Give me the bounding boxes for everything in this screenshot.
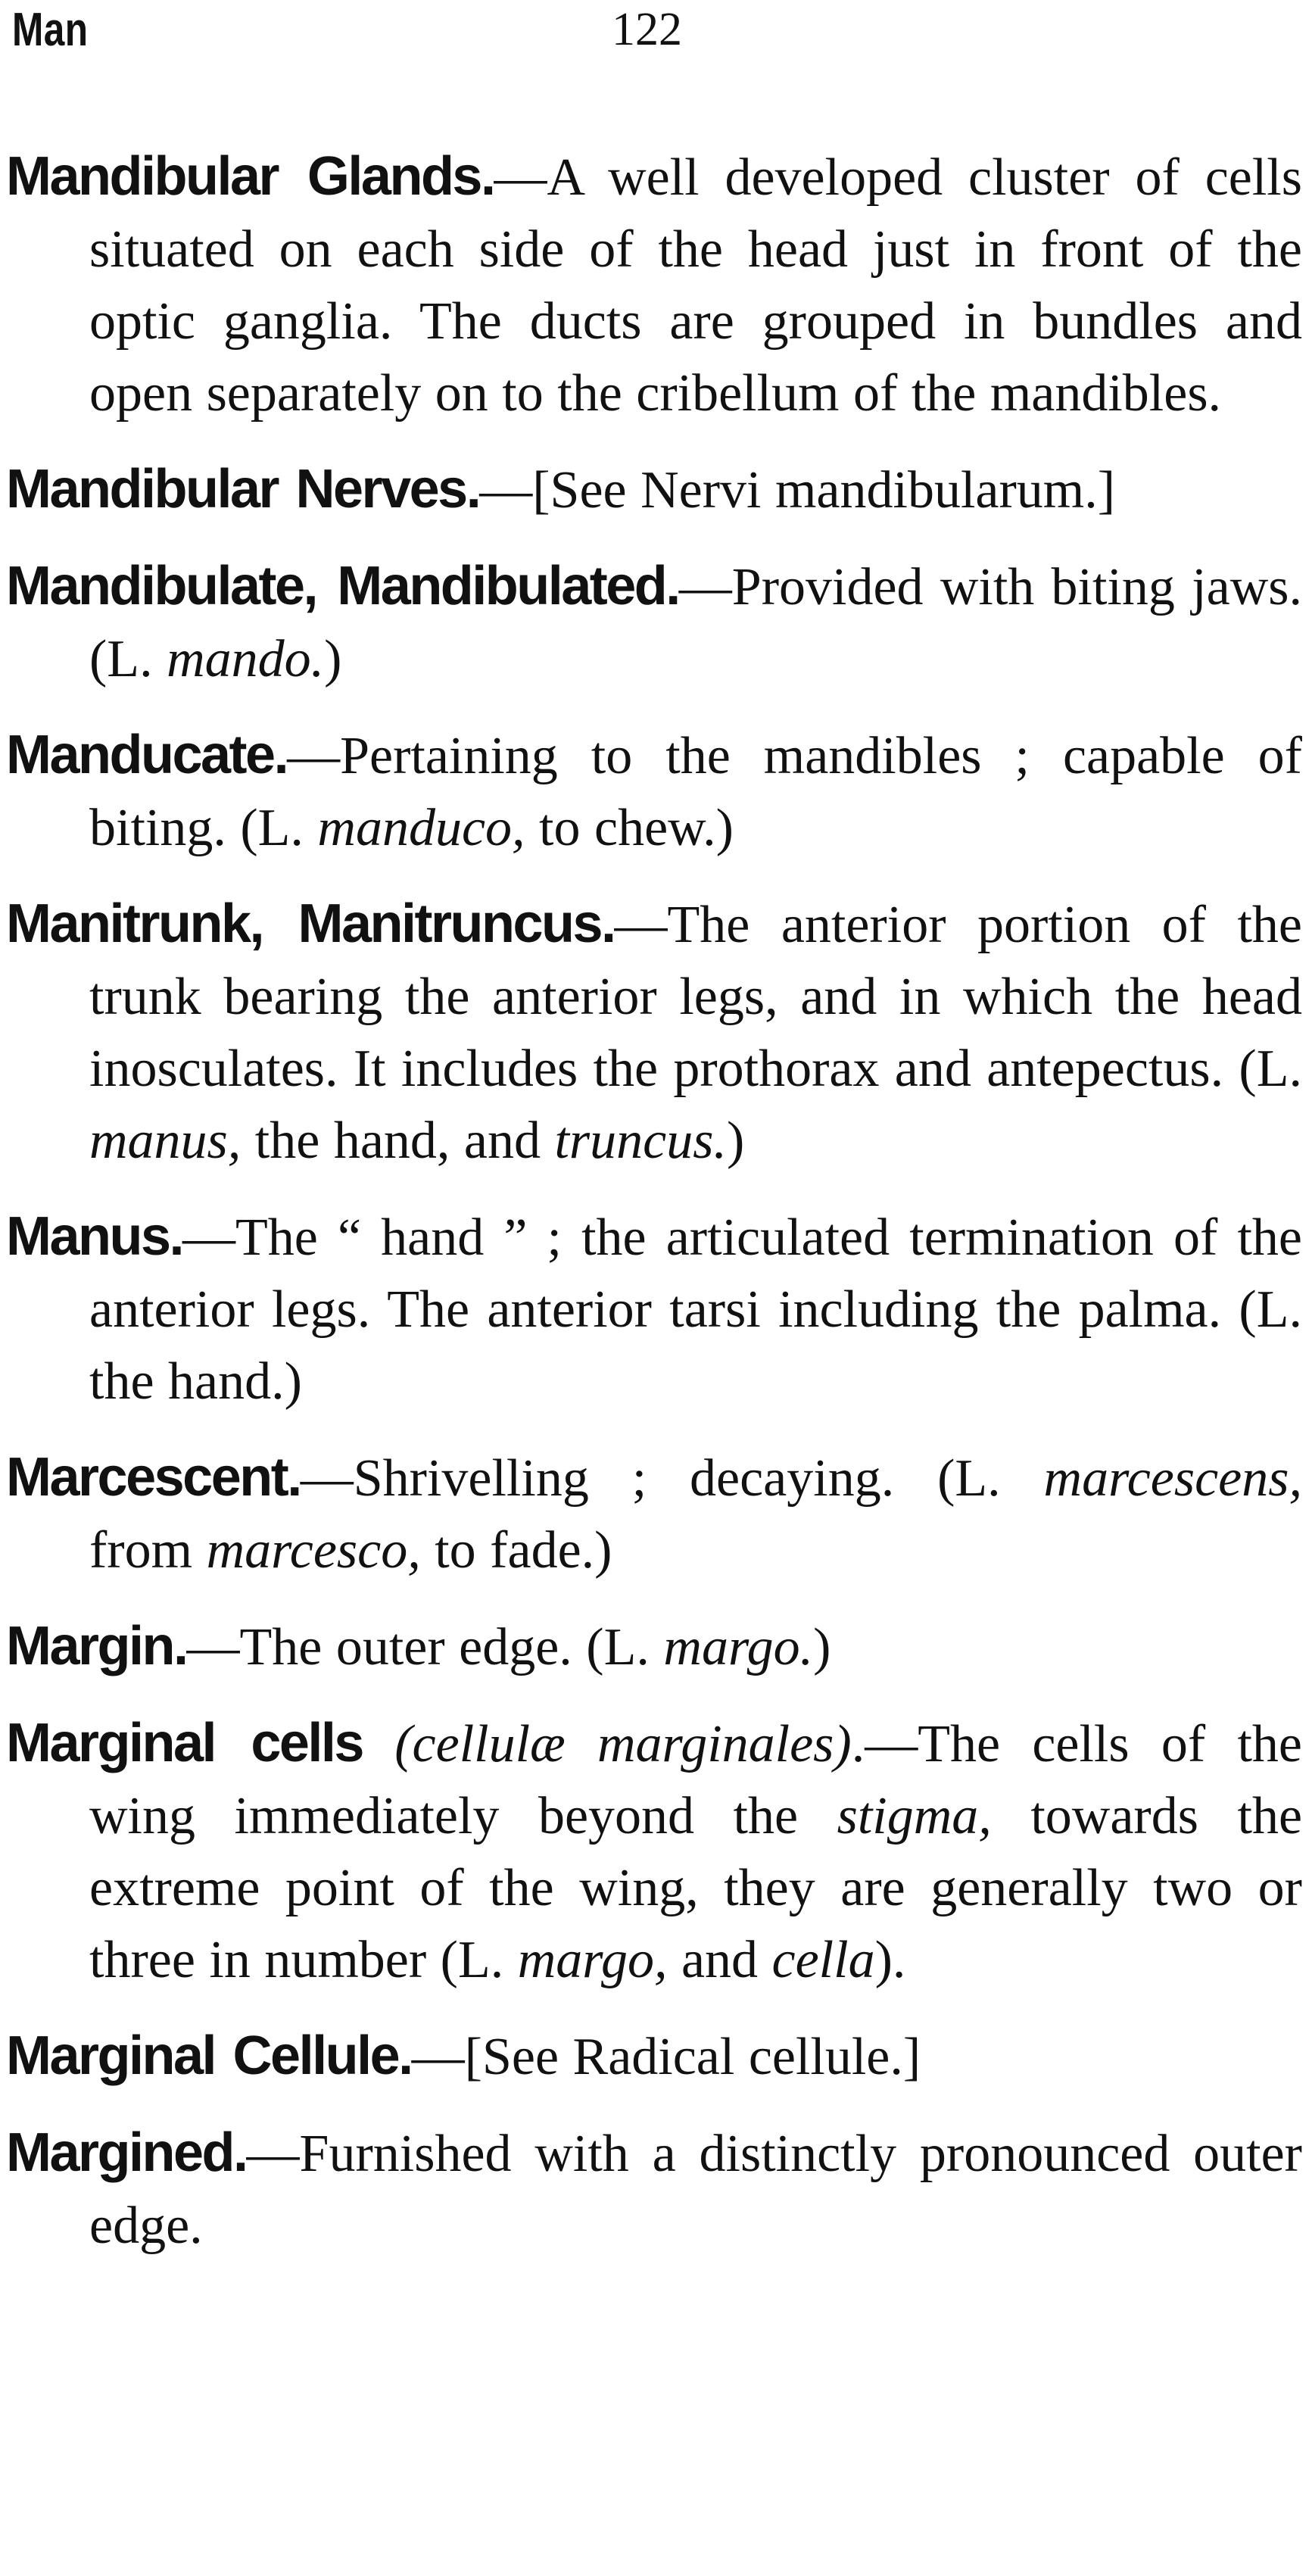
definition: ) <box>324 630 342 688</box>
headword: Manducate. <box>6 725 288 785</box>
entry-manus <box>6 1201 1302 1417</box>
definition: —The “ hand ” ; the articulated termination of the anterior legs. The anterior tarsi including the palma. (L. the hand.) <box>89 1208 1302 1411</box>
etymology-term: stigma, <box>837 1787 992 1845</box>
headword: Mandibulate, Mandibulated. <box>6 556 679 616</box>
etymology-term: manus, <box>89 1112 242 1170</box>
headword: Manitrunk, Manitruncus. <box>6 893 615 954</box>
entry-list <box>6 141 1302 2286</box>
definition: ) <box>813 1618 831 1676</box>
entry-manducate <box>6 719 1302 864</box>
definition: —Shrivelling ; decaying. (L. <box>300 1449 1044 1508</box>
headword: Margin. <box>6 1616 187 1676</box>
definition: —A well developed cluster of cells situated on each side of the head just in front of the optic ganglia. The ducts are grouped in bundles and open separately on to the cribellum of the mandibles. <box>89 148 1303 423</box>
etymology-term: marcesco, <box>206 1521 421 1580</box>
definition <box>363 1715 394 1773</box>
definition: towards the extreme point of the wing, they are generally two or three in number (L. <box>89 1787 1303 1989</box>
definition: the hand, and <box>241 1112 555 1170</box>
headword: Marginal Cellule. <box>6 2026 412 2086</box>
entry-mandibular-nerves <box>6 454 1302 526</box>
definition: —[See Nervi mandibularum.] <box>479 461 1116 519</box>
definition: to chew.) <box>525 799 734 857</box>
definition: and <box>667 1931 772 1989</box>
entry-marcescent <box>6 1442 1302 1586</box>
definition: .—The cells of the wing immediately beyond the <box>89 1715 1302 1845</box>
definition: —[See Radical cellule.] <box>411 2028 921 2086</box>
definition: —Furnished with a distinctly pronounced outer edge. <box>89 2125 1302 2255</box>
latin-name: (cellulæ marginales) <box>394 1715 852 1773</box>
entry-margin <box>6 1611 1302 1683</box>
definition: —Pertaining to the mandibles ; capable of biting. (L. <box>89 727 1302 857</box>
headword: Manus. <box>6 1206 183 1267</box>
etymology-term: truncus. <box>554 1112 727 1170</box>
running-head: Man <box>12 4 89 56</box>
etymology-term: mando. <box>167 630 325 688</box>
page-header <box>6 0 1306 121</box>
definition: —The anterior portion of the trunk bearing the anterior legs, and in which the head inosculates. It includes the prothorax and antepectus. (L. <box>89 896 1302 1098</box>
etymology-term: margo, <box>517 1931 668 1989</box>
entry-mandibulate <box>6 550 1302 695</box>
definition: —Provided with biting jaws. (L. <box>89 558 1302 688</box>
entry-marginal-cells <box>6 1707 1302 1996</box>
definition: ) <box>726 1112 745 1170</box>
entry-margined <box>6 2117 1302 2262</box>
etymology-term: margo. <box>663 1618 814 1676</box>
entry-marginal-cellule <box>6 2020 1302 2093</box>
headword: Mandibular Glands. <box>6 146 494 207</box>
definition: —The outer edge. (L. <box>186 1618 664 1676</box>
headword: Margined. <box>6 2122 247 2183</box>
headword: Mandibular Nerves. <box>6 459 480 519</box>
etymology-term: manduco, <box>317 799 525 857</box>
entry-mandibular-glands <box>6 141 1302 429</box>
headword: Marcescent. <box>6 1447 301 1508</box>
etymology-term: cella <box>771 1931 875 1989</box>
page-number: 122 <box>612 4 682 55</box>
entry-manitrunk <box>6 888 1302 1177</box>
definition: to fade.) <box>420 1521 612 1580</box>
headword: Marginal cells <box>6 1713 363 1773</box>
definition: from <box>89 1521 207 1580</box>
definition: ). <box>874 1931 906 1989</box>
etymology-term: marcescens, <box>1043 1449 1302 1508</box>
